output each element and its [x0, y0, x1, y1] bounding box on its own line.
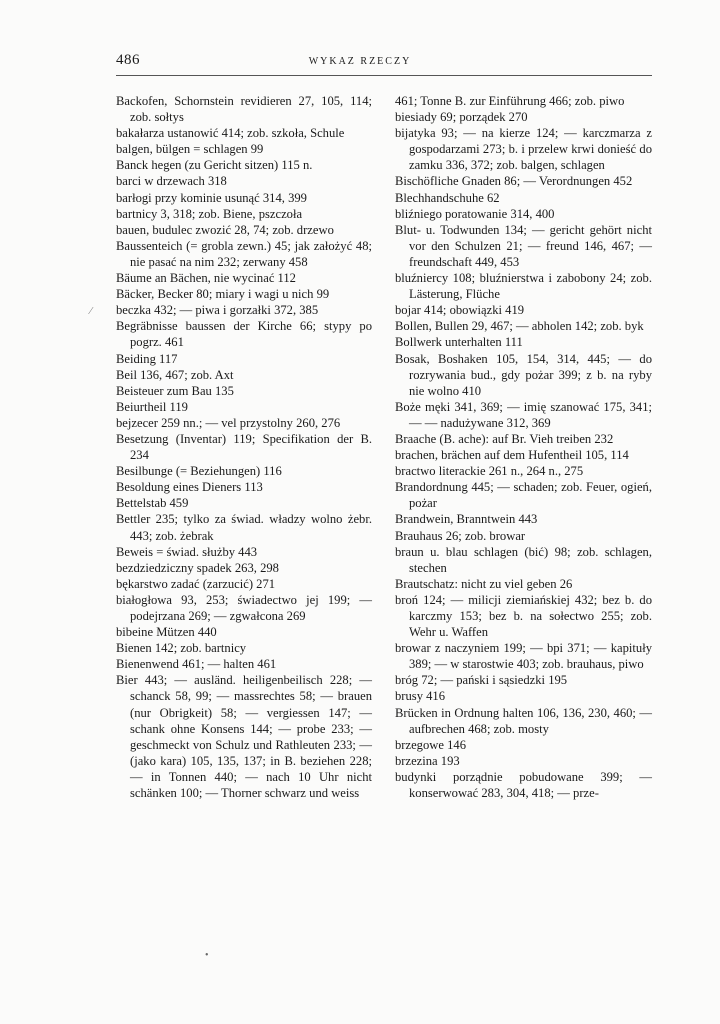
index-column-left — [116, 93, 372, 801]
index-entry: Blut- u. Todwunden 134; — gericht gehört nicht vor den Schulzen 21; — freund 146, 467; — freundschaft 449, 453 — [395, 222, 652, 269]
index-entry: Brauhaus 26; zob. browar — [395, 528, 526, 543]
index-entry: Besetzung (Inventar) 119; Specifikation der B. 234 — [116, 431, 372, 463]
index-entry: bróg 72; — pański i sąsiedzki 195 — [395, 673, 568, 688]
index-entry: Beisteuer zum Bau 135 — [116, 383, 234, 398]
index-entry: Boże męki 341, 369; — imię szanować 175, 341; — — nadużywane 312, 369 — [395, 399, 652, 430]
index-entry: Besilbunge (= Beziehungen) 116 — [116, 464, 282, 479]
index-entry: Brücken in Ordnung halten 106, 136, 230, 460; — aufbrechen 468; zob. mosty — [395, 705, 652, 736]
index-entry: bauen, budulec zwozić 28, 74; zob. drzewo — [116, 222, 334, 237]
index-entry: Bettelstab 459 — [116, 496, 189, 511]
running-head: WYKAZ RZECZY — [308, 56, 412, 67]
index-entry: Bollen, Bullen 29, 467; — abholen 142; zob. byk — [395, 319, 644, 334]
index-entry: braun u. blau schlagen (bić) 98; zob. schlagen, stechen — [395, 544, 652, 575]
index-entry: bractwo literackie 261 n., 264 n., 275 — [395, 464, 584, 479]
index-entry: bejzecer 259 nn.; — vel przystolny 260, 276 — [116, 415, 341, 430]
scan-speck: • — [205, 950, 209, 961]
index-entry: Bäume an Bächen, nie wycinać 112 — [116, 271, 296, 286]
index-entry: bibeine Mützen 440 — [116, 625, 217, 640]
index-entry: bluźniercy 108; bluźnierstwa i zabobony 24; zob. Lästerung, Flüche — [395, 271, 652, 302]
index-entry: bijatyka 93; — na kierze 124; — karczmarza z gospodarzami 273; b. i przelew krwi donieść do zamku 336, 372; zob. balgen, schlagen — [395, 126, 652, 173]
index-entry: Begräbnisse baussen der Kirche 66; stypy po pogrz. 461 — [116, 319, 372, 350]
index-entry: Beiurtheil 119 — [116, 399, 188, 414]
index-entry: bakałarza ustanowić 414; zob. szkoła, Schule — [116, 126, 345, 141]
index-entry: bartnicy 3, 318; zob. Biene, pszczoła — [116, 206, 303, 221]
header-rule — [116, 75, 652, 76]
index-entry: brusy 416 — [395, 689, 446, 704]
index-entry: bojar 414; obowiązki 419 — [395, 303, 525, 318]
index-entry: brachen, brächen auf dem Hufentheil 105, 114 — [395, 448, 629, 463]
index-entry: Bier 443; — ausländ. heiligenbeilisch 228; — schanck 58, 99; — massrechtes 58; — brauen (nur Obrigkeit) 58; — vergiessen 147; — schank ohne Konsens 144; — probe 233; — geschmeckt von Schulz und Rathleuten 233; — (jako kara) 105, 135, 137; in B. beziehen 228; — in Tonnen 440; — nach 10 Uhr nicht schänken 100; — Thorner schwarz und weiss — [116, 673, 372, 801]
index-entry: Bäcker, Becker 80; miary i wagi u nich 99 — [116, 287, 330, 302]
index-entry: bękarstwo zadać (zarzucić) 271 — [116, 576, 276, 591]
index-entry: bliźniego poratowanie 314, 400 — [395, 206, 555, 221]
index-entry: Bienen 142; zob. bartnicy — [116, 641, 247, 656]
index-entry: beczka 432; — piwa i gorzałki 372, 385 — [116, 303, 319, 318]
index-entry: Besoldung eines Dieners 113 — [116, 480, 263, 495]
index-entry: balgen, bülgen = schlagen 99 — [116, 142, 264, 157]
index-entry: brzezina 193 — [395, 753, 460, 768]
index-entry: Beil 136, 467; zob. Axt — [116, 367, 234, 382]
index-entry: broń 124; — milicji ziemiańskiej 432; bez b. do karczmy 153; bez b. na sołectwo 255; zob. Wehr u. Waffen — [395, 592, 652, 640]
page-number: 486 — [116, 52, 140, 68]
index-entry: barłogi przy kominie usunąć 314, 399 — [116, 190, 307, 205]
index-entry: Bienenwend 461; — halten 461 — [116, 657, 277, 672]
index-entry: Braache (B. ache): auf Br. Vieh treiben 232 — [395, 431, 614, 446]
scan-speck: ⁄ — [90, 306, 92, 317]
index-entry: brzegowe 146 — [395, 737, 466, 752]
index-entry: Bischöfliche Gnaden 86; — Verordnungen 452 — [395, 174, 633, 189]
index-entry: Banck hegen (zu Gericht sitzen) 115 n. — [116, 158, 313, 173]
index-entry: 461; Tonne B. zur Einführung 466; zob. piwo — [395, 94, 625, 108]
index-entry: Baussenteich (= grobla zewn.) 45; jak założyć 48; nie pasać na nim 232; zerwany 458 — [116, 238, 372, 269]
index-column-right — [395, 93, 652, 801]
index-entry: Beiding 117 — [116, 351, 178, 366]
index-entry: Bettler 235; tylko za świad. władzy wolno żebr. 443; zob. żebrak — [116, 512, 372, 543]
index-entry: Bollwerk unterhalten 111 — [395, 335, 523, 350]
index-entry: Backofen, Schornstein revidieren 27, 105, 114; zob. sołtys — [116, 94, 372, 125]
index-entry: białogłowa 93, 253; świadectwo jej 199; — podejrzana 269; — zgwałcona 269 — [116, 592, 372, 623]
index-entry: browar z naczyniem 199; — bpi 371; — kapituły 389; — w starostwie 403; zob. brauhaus, piwo — [395, 641, 652, 672]
index-entry: biesiady 69; porządek 270 — [395, 110, 528, 125]
index-entry: bezdziedziczny spadek 263, 298 — [116, 560, 279, 575]
index-entry: Beweis = świad. służby 443 — [116, 544, 258, 559]
index-entry: Bosak, Boshaken 105, 154, 314, 445; — do rozrywania bud., gdy pożar 399; z b. na ryby nie wolno 410 — [395, 351, 652, 398]
index-entry: Brandwein, Branntwein 443 — [395, 512, 538, 527]
index-entry: barci w drzewach 318 — [116, 174, 227, 189]
index-entry: budynki porządnie pobudowane 399; — konserwować 283, 304, 418; — prze- — [395, 769, 652, 801]
index-entry: Brandordnung 445; — schaden; zob. Feuer, ogień, pożar — [395, 480, 652, 511]
index-entry: Brautschatz: nicht zu viel geben 26 — [395, 576, 573, 591]
index-entry: Blechhandschuhe 62 — [395, 190, 500, 205]
